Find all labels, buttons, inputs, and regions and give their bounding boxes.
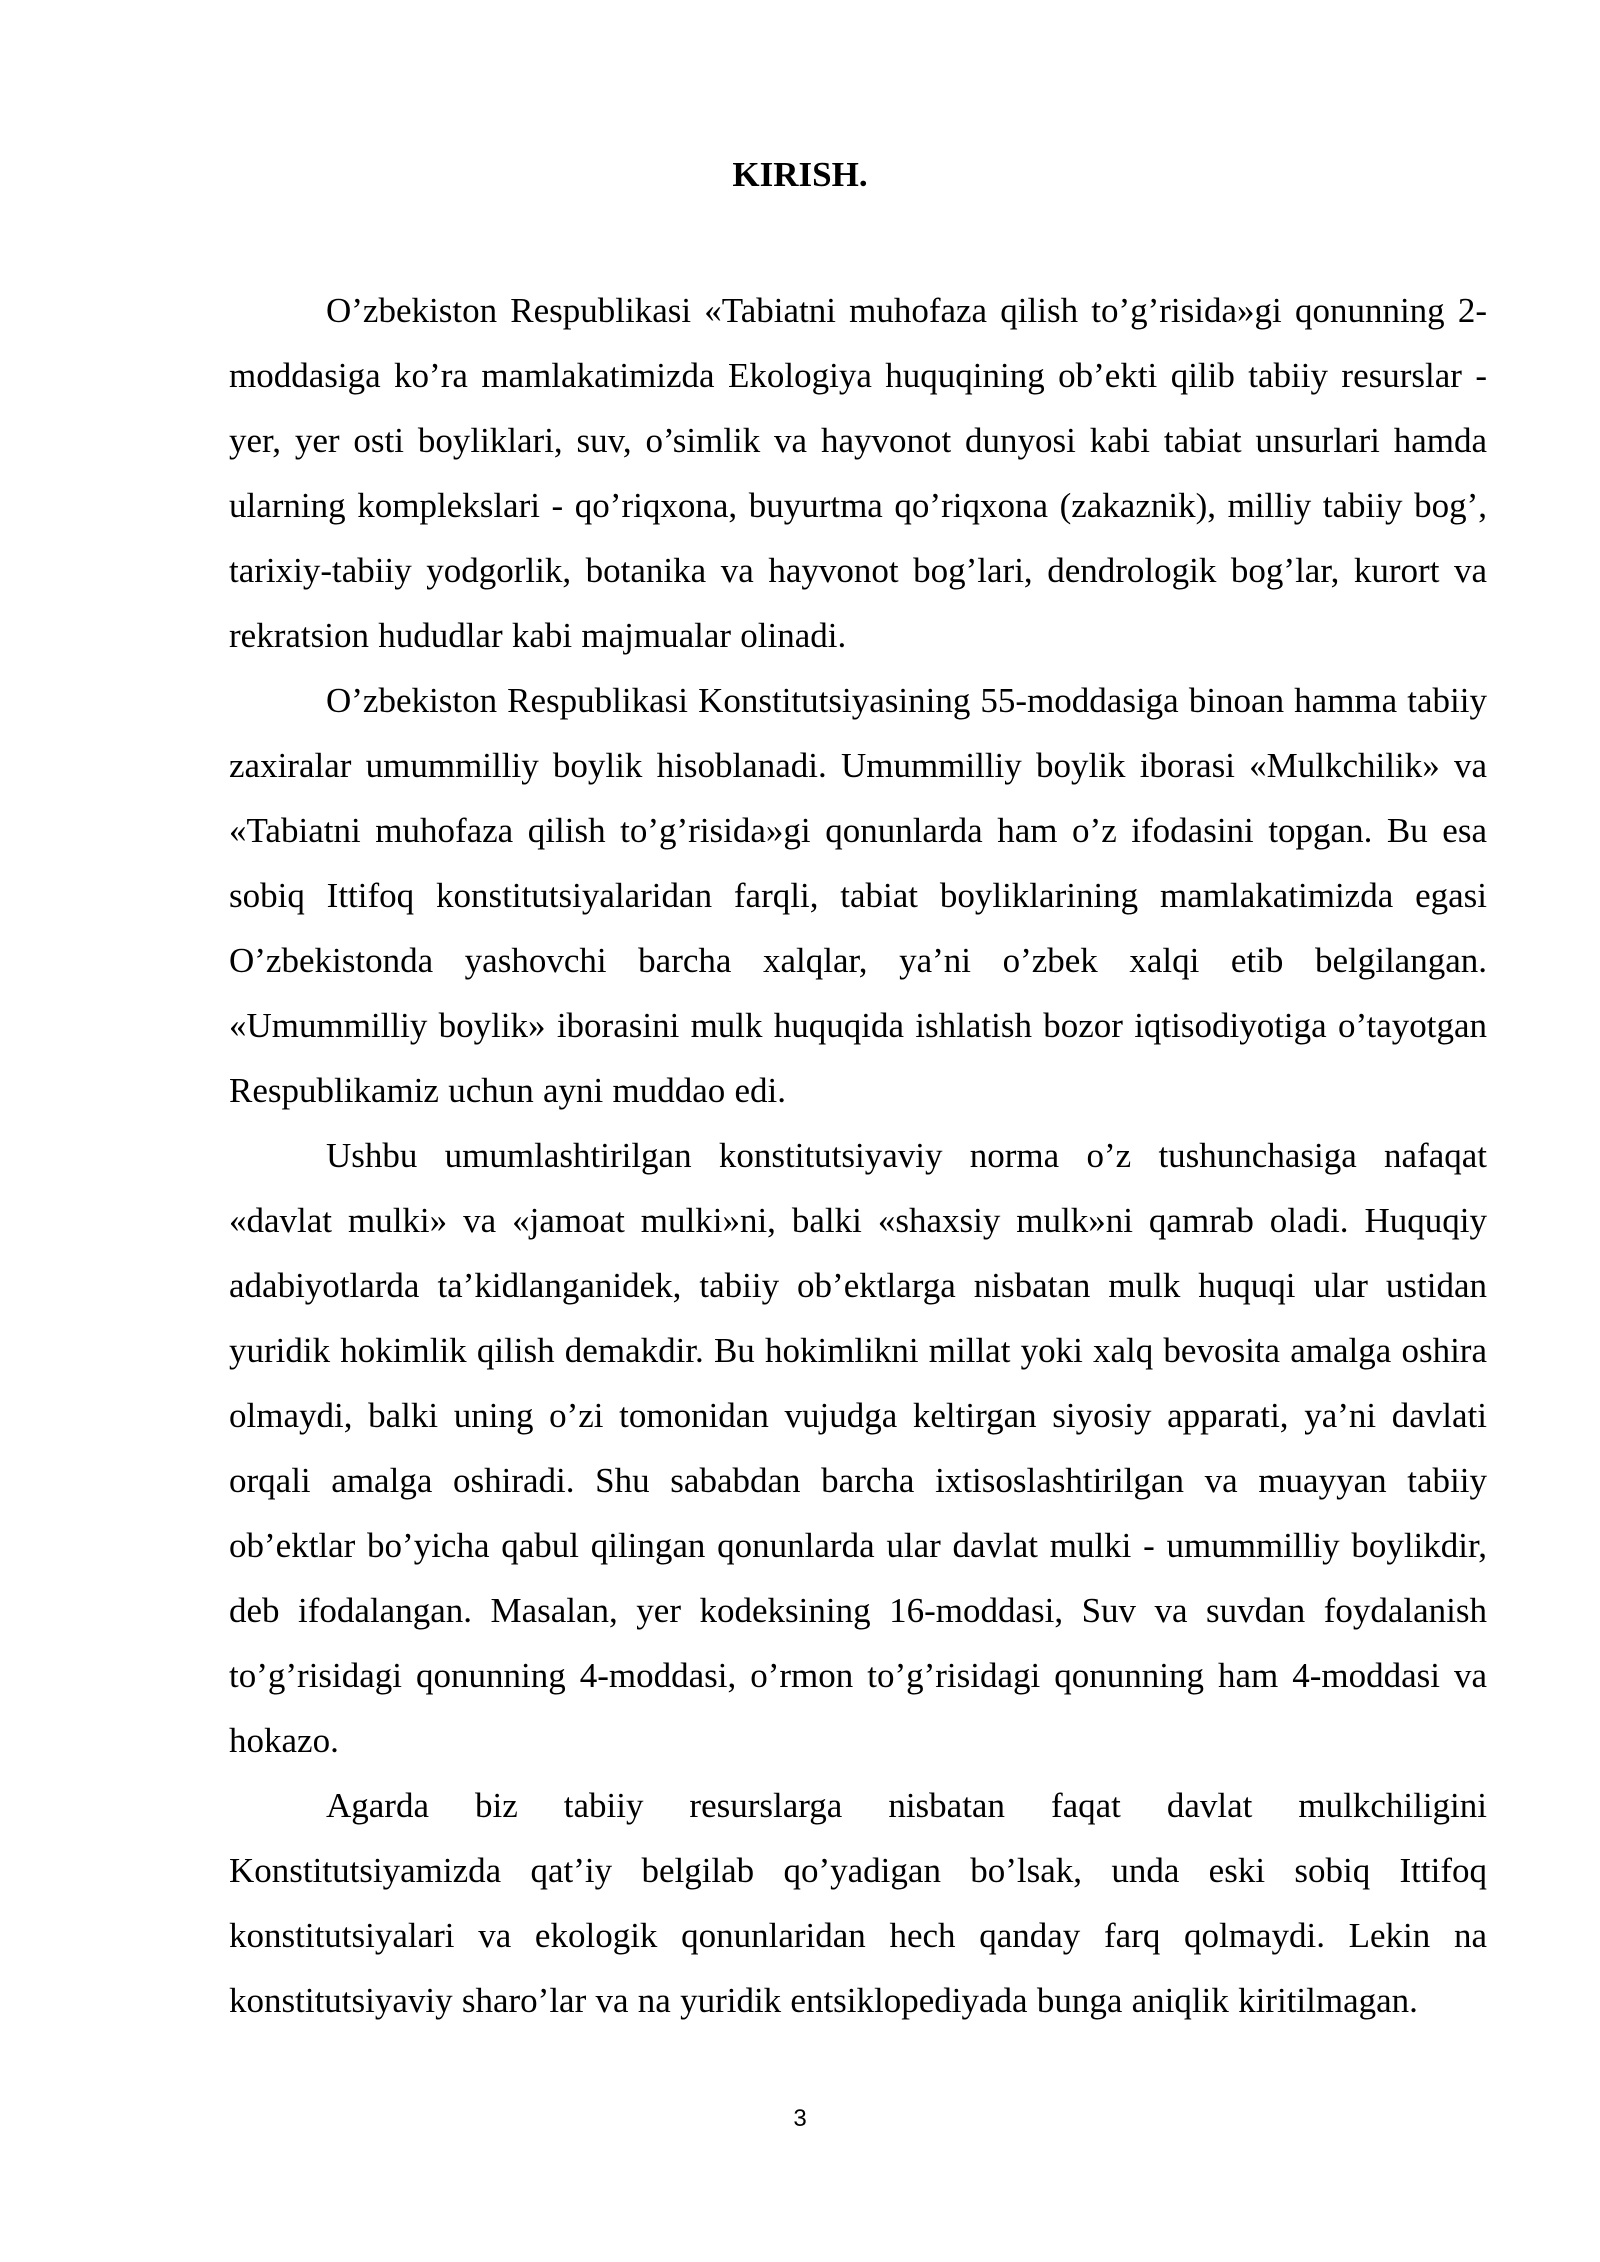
paragraph-4: Agarda biz tabiiy resurslarga nisbatan faqat davlat mulkchiligini Konstitutsiyamizda qat’iy belgilab qo’yadigan bo’lsak, unda eski sobiq Ittifoq konstitutsiyalari va ekologik qonunlaridan hech qanday farq qolmaydi. Lekin na konstitutsiyaviy sharo’lar va na yuridik entsiklopediyada bunga aniqlik kiritilmagan. (229, 1786, 1487, 2020)
page-title: KIRISH. (732, 155, 868, 194)
paragraph-3: Ushbu umumlashtirilgan konstitutsiyaviy norma o’z tushunchasiga nafaqat «davlat mulki» va «jamoat mulki»ni, balki «shaxsiy mulk»ni qamrab oladi. Huquqiy adabiyotlarda ta’kidlanganidek, tabiiy ob’ektlarga nisbatan mulk huquqi ular ustidan yuridik hokimlik qilish demakdir. Bu hokimlikni millat yoki xalq bevosita amalga oshira olmaydi, balki uning o’zi tomonidan vujudga keltirgan siyosiy apparati, ya’ni davlati orqali amalga oshiradi. Shu sababdan barcha ixtisoslashtirilgan va muayyan tabiiy ob’ektlar bo’yicha qabul qilingan qonunlarda ular davlat mulki - umummilliy boylikdir, deb ifodalangan. Masalan, yer kodeksining 16-moddasi, Suv va suvdan foydalanish to’g’risidagi qonunning 4-moddasi, o’rmon to’g’risidagi qonunning ham 4-moddasi va hokazo. (229, 1136, 1487, 1760)
body-text (229, 278, 1487, 2033)
paragraph-1: O’zbekiston Respublikasi «Tabiatni muhofaza qilish to’g’risida»gi qonunning 2-moddasiga ko’ra mamlakatimizda Ekologiya huquqining ob’ekti qilib tabiiy resurslar -yer, yer osti boyliklari, suv, o’simlik va hayvonot dunyosi kabi tabiat unsurlari hamda ularning komplekslari - qo’riqxona, buyurtma qo’riqxona (zakaznik), milliy tabiiy bog’, tarixiy-tabiiy yodgorlik, botanika va hayvonot bog’lari, dendrologik bog’lar, kurort va rekratsion hududlar kabi majmualar olinadi. (229, 291, 1487, 655)
paragraph-2: O’zbekiston Respublikasi Konstitutsiyasining 55-moddasiga binoan hamma tabiiy zaxiralar umummilliy boylik hisoblanadi. Umummilliy boylik iborasi «Mulkchilik» va «Tabiatni muhofaza qilish to’g’risida»gi qonunlarda ham o’z ifodasini topgan. Bu esa sobiq Ittifoq konstitutsiyalaridan farqli, tabiat boyliklarining mamlakatimizda egasi O’zbekistonda yashovchi barcha xalqlar, ya’ni o’zbek xalqi etib belgilangan. «Umummilliy boylik» iborasini mulk huquqida ishlatish bozor iqtisodiyotiga o’tayotgan Respublikamiz uchun ayni muddao edi. (229, 681, 1487, 1110)
page-number: 3 (793, 2105, 807, 2132)
